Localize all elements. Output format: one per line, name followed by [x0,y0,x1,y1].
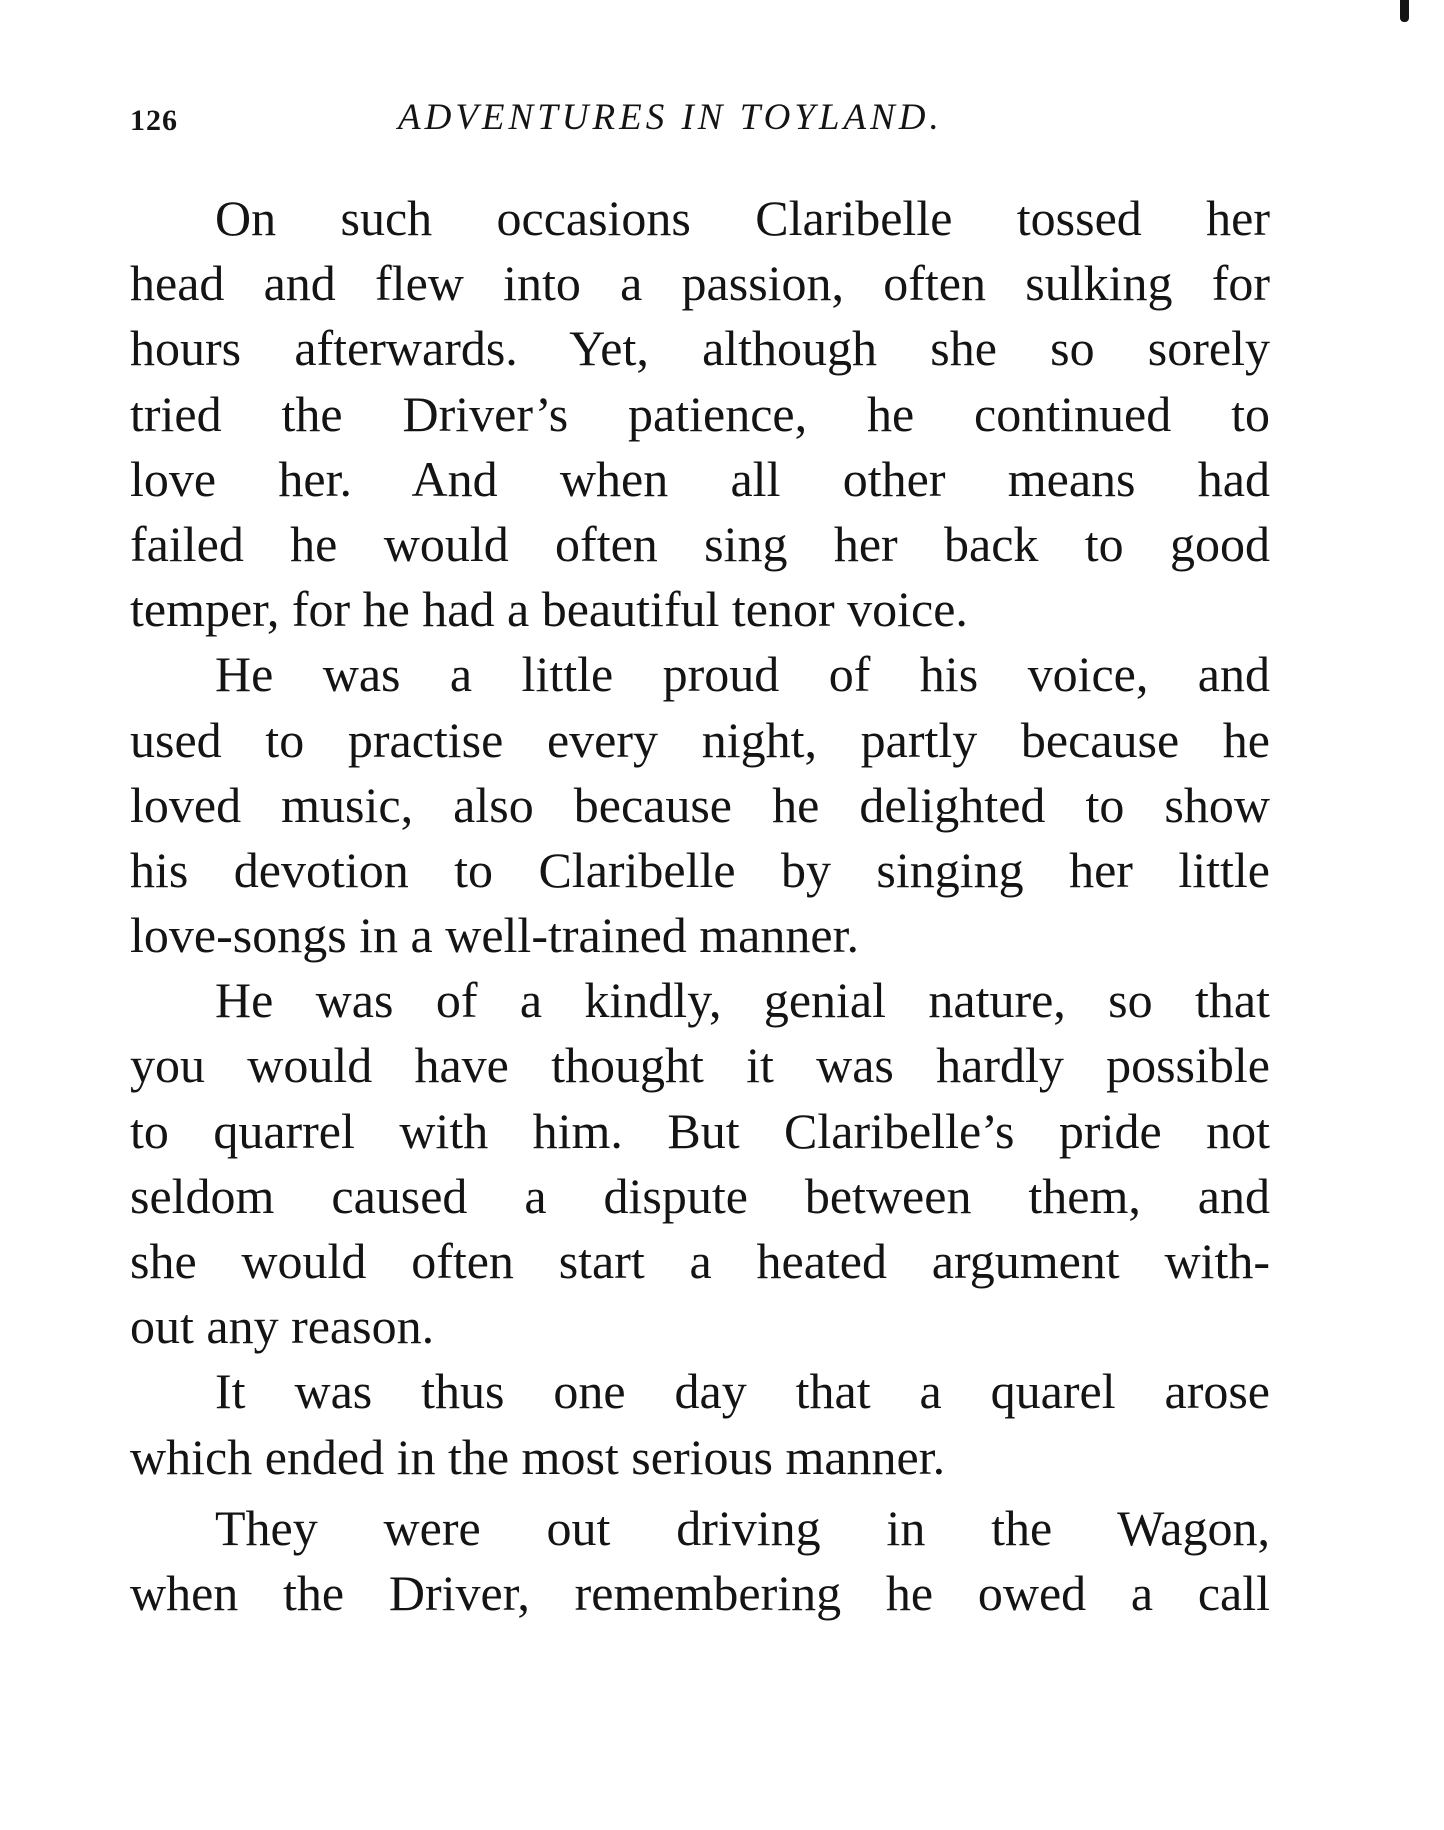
text-line: loved music, also because he delighted to show [130,776,1270,833]
text-line: On such occasions Claribelle tossed her [215,190,1270,246]
text-line: she would often start a heated argument with- [130,1233,1270,1289]
text-line: seldom caused a dispute between them, and [130,1167,1270,1224]
paragraph-4 [130,1359,1270,1489]
text-line: love-songs in a well-trained manner. [130,907,859,964]
text-line: He was a little proud of his voice, and [215,646,1270,703]
text-line: love her. And when all other means had [130,450,1270,507]
text-line: his devotion to Claribelle by singing her little [130,841,1270,898]
text-line: tried the Driver’s patience, he continued to [130,385,1270,442]
text-line: to quarrel with him. But Claribelle’s pride not [130,1102,1270,1159]
paragraph-3 [130,968,1270,1359]
paragraph-1 [130,186,1270,642]
paragraph-5 [130,1496,1270,1626]
page-header [130,96,1270,138]
text-line: It was thus one day that a quarel arose [215,1363,1270,1420]
text-line: which ended in the most serious manner. [130,1428,946,1485]
text-line: used to practise every night, partly because he [130,711,1270,768]
corner-print-mark [1400,0,1409,22]
text-line: He was of a kindly, genial nature, so that [215,972,1270,1029]
body-text [130,186,1270,1626]
page-number: 126 [130,104,178,137]
text-line: hours afterwards. Yet, although she so sorely [130,320,1270,377]
running-title: ADVENTURES IN TOYLAND. [398,97,943,138]
text-line: They were out driving in the Wagon, [215,1499,1270,1556]
text-line: when the Driver, remembering he owed a call [130,1564,1270,1621]
text-line: out any reason. [130,1298,435,1355]
text-line: failed he would often sing her back to good [130,515,1270,572]
text-line: head and flew into a passion, often sulking for [130,255,1270,312]
text-line: temper, for he had a beautiful tenor voice. [130,581,968,638]
paragraph-2 [130,642,1270,968]
text-line: you would have thought it was hardly possible [130,1037,1270,1094]
